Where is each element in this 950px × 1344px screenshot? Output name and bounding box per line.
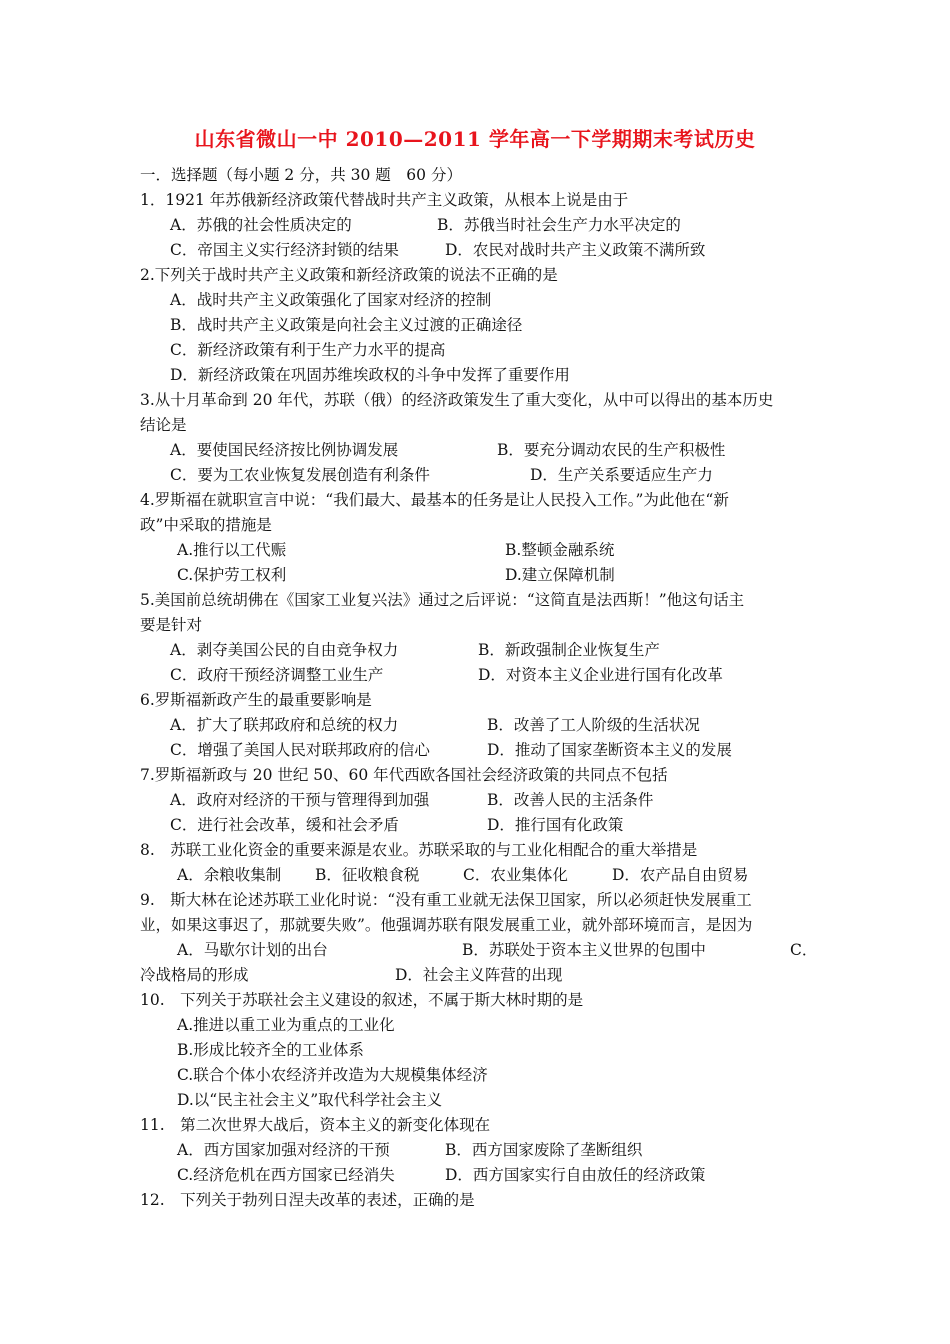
question-stem: 1．1921 年苏俄新经济政策代替战时共产主义政策，从根本上说是由于 xyxy=(140,191,629,209)
question-stem: 3.从十月革命到 20 年代，苏联（俄）的经济政策发生了重大变化，从中可以得出的基本历史 xyxy=(140,391,774,409)
answer-option: D．社会主义阵营的出现 xyxy=(395,966,563,984)
answer-option: D．农产品自由贸易 xyxy=(612,866,749,884)
question-stem: 2.下列关于战时共产主义政策和新经济政策的说法不正确的是 xyxy=(140,266,558,284)
answer-option: C．要为工农业恢复发展创造有利条件 xyxy=(170,466,430,484)
answer-option: B．苏俄当时社会生产力水平决定的 xyxy=(437,216,681,234)
answer-option: B.形成比较齐全的工业体系 xyxy=(177,1041,364,1059)
answer-option: B．苏联处于资本主义世界的包围中 xyxy=(462,941,706,959)
answer-option: B．要充分调动农民的生产积极性 xyxy=(497,441,726,459)
answer-option: D．推动了国家垄断资本主义的发展 xyxy=(487,741,732,759)
answer-option: D．农民对战时共产主义政策不满所致 xyxy=(445,241,706,259)
answer-option: D.建立保障机制 xyxy=(505,566,615,584)
answer-option: C.保护劳工权利 xyxy=(177,566,287,584)
answer-option: 冷战格局的形成 xyxy=(140,966,249,984)
answer-option: A．战时共产主义政策强化了国家对经济的控制 xyxy=(170,291,492,309)
answer-option: D．生产关系要适应生产力 xyxy=(530,466,713,484)
answer-option: C．进行社会改革，缓和社会矛盾 xyxy=(170,816,399,834)
answer-option: A．要使国民经济按比例协调发展 xyxy=(170,441,399,459)
answer-option: B.整顿金融系统 xyxy=(505,541,615,559)
answer-option: C．政府干预经济调整工业生产 xyxy=(170,666,384,684)
section-heading: 一．选择题（每小题 2 分，共 30 题 60 分） xyxy=(140,166,462,184)
answer-option: A．马歇尔计划的出台 xyxy=(177,941,328,959)
question-stem: 4.罗斯福在就职宣言中说：“我们最大、最基本的任务是让人民投入工作。”为此他在“新 xyxy=(140,491,729,509)
answer-option: C．增强了美国人民对联邦政府的信心 xyxy=(170,741,430,759)
question-stem: 要是针对 xyxy=(140,616,203,634)
answer-option: B．西方国家废除了垄断组织 xyxy=(445,1141,643,1159)
answer-option: A.推行以工代赈 xyxy=(177,541,287,559)
answer-option: C.经济危机在西方国家已经消失 xyxy=(177,1166,395,1184)
answer-option: C．帝国主义实行经济封锁的结果 xyxy=(170,241,399,259)
answer-option: A．剥夺美国公民的自由竞争权力 xyxy=(170,641,399,659)
answer-option: D．新经济政策在巩固苏维埃政权的斗争中发挥了重要作用 xyxy=(170,366,570,384)
answer-option: C．新经济政策有利于生产力水平的提高 xyxy=(170,341,446,359)
question-stem: 12. 下列关于勃列日涅夫改革的表述，正确的是 xyxy=(140,1191,475,1209)
answer-option: B．改善了工人阶级的生活状况 xyxy=(487,716,700,734)
answer-option: C． xyxy=(790,941,818,959)
answer-option: A．扩大了联邦政府和总统的权力 xyxy=(170,716,399,734)
question-stem: 结论是 xyxy=(140,416,187,434)
answer-option: A．政府对经济的干预与管理得到加强 xyxy=(170,791,430,809)
answer-option: B．征收粮食税 xyxy=(315,866,420,884)
answer-option: C．农业集体化 xyxy=(463,866,568,884)
question-stem: 8. 苏联工业化资金的重要来源是农业。苏联采取的与工业化相配合的重大举措是 xyxy=(140,841,698,859)
answer-option: D．对资本主义企业进行国有化改革 xyxy=(478,666,723,684)
answer-option: D．西方国家实行自由放任的经济政策 xyxy=(445,1166,706,1184)
page-title: 山东省微山一中 2010—2011 学年高一下学期期末考试历史 xyxy=(194,127,756,151)
answer-option: C.联合个体小农经济并改造为大规模集体经济 xyxy=(177,1066,488,1084)
answer-option: D.以“民主社会主义”取代科学社会主义 xyxy=(177,1091,443,1109)
answer-option: A．余粮收集制 xyxy=(177,866,282,884)
question-stem: 业，如果这事迟了，那就要失败”。他强调苏联有限发展重工业，就外部环境而言，是因为 xyxy=(140,916,753,934)
answer-option: D．推行国有化政策 xyxy=(487,816,624,834)
question-stem: 6.罗斯福新政产生的最重要影响是 xyxy=(140,691,372,709)
answer-option: A．西方国家加强对经济的干预 xyxy=(177,1141,390,1159)
question-stem: 10. 下列关于苏联社会主义建设的叙述，不属于斯大林时期的是 xyxy=(140,991,584,1009)
question-stem: 5.美国前总统胡佛在《国家工业复兴法》通过之后评说：“这简直是法西斯！”他这句话主 xyxy=(140,591,745,609)
answer-option: A．苏俄的社会性质决定的 xyxy=(170,216,352,234)
question-stem: 7.罗斯福新政与 20 世纪 50、60 年代西欧各国社会经济政策的共同点不包括 xyxy=(140,766,668,784)
answer-option: B．战时共产主义政策是向社会主义过渡的正确途径 xyxy=(170,316,523,334)
answer-option: B．改善人民的主活条件 xyxy=(487,791,654,809)
answer-option: A.推进以重工业为重点的工业化 xyxy=(177,1016,395,1034)
question-stem: 9. 斯大林在论述苏联工业化时说：“没有重工业就无法保卫国家，所以必须赶快发展重工 xyxy=(140,891,752,909)
answer-option: B．新政强制企业恢复生产 xyxy=(478,641,660,659)
question-stem: 政”中采取的措施是 xyxy=(140,516,272,534)
question-stem: 11. 第二次世界大战后，资本主义的新变化体现在 xyxy=(140,1116,491,1134)
